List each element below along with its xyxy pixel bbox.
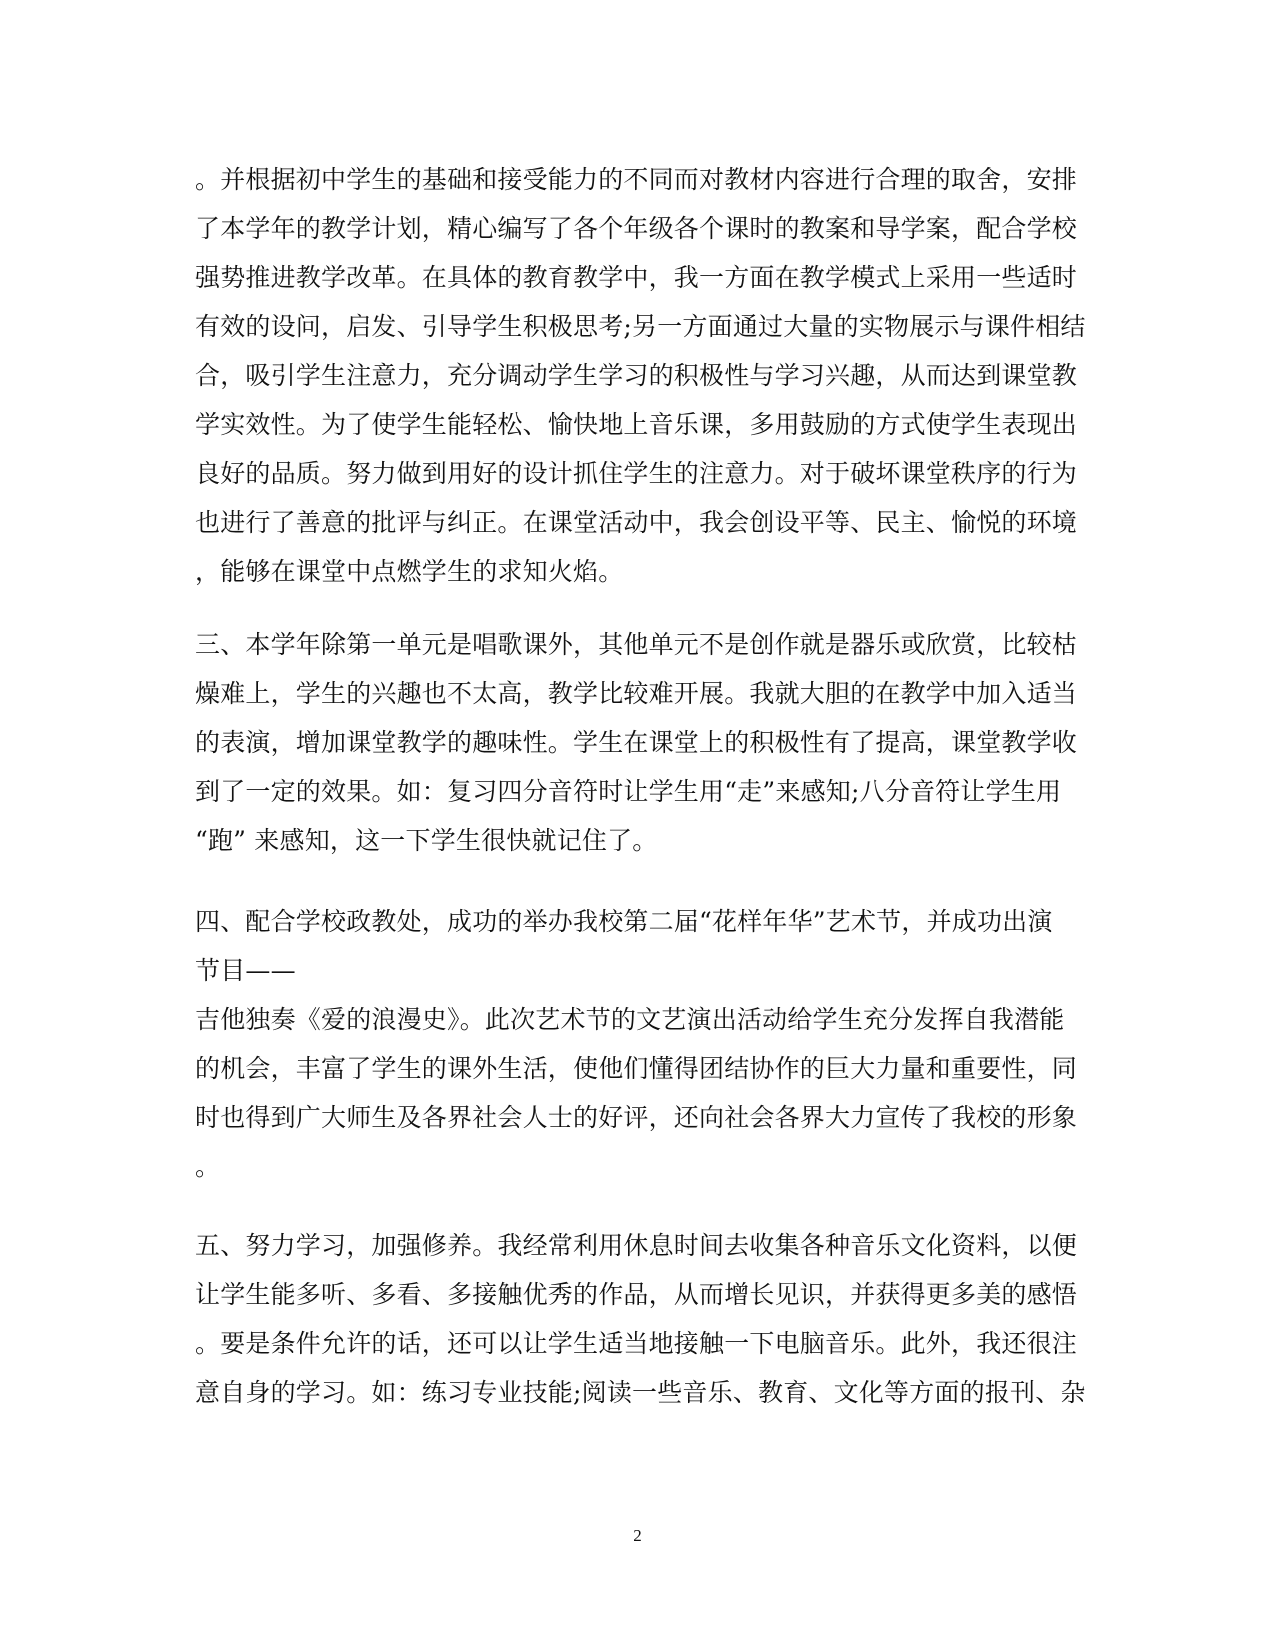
paragraph-section-three — [195, 620, 1085, 865]
text-line: 。要是条件允许的话，还可以让学生适当地接触一下电脑音乐。此外，我还很注 — [195, 1329, 1078, 1358]
paragraph-teaching-methods — [195, 155, 1085, 596]
text-line: 四、配合学校政教处，成功的举办我校第二届“花样年华”艺术节，并成功出演 — [195, 907, 1053, 936]
text-line: 三、本学年除第一单元是唱歌课外，其他单元不是创作就是器乐或欣赏，比较枯 — [195, 630, 1078, 659]
text-line: 意自身的学习。如：练习专业技能;阅读一些音乐、教育、文化等方面的报刊、杂 — [195, 1378, 1086, 1407]
text-line: 合，吸引学生注意力，充分调动学生学习的积极性与学习兴趣，从而达到课堂教 — [195, 361, 1078, 390]
text-line: 的表演，增加课堂教学的趣味性。学生在课堂上的积极性有了提高，课堂教学收 — [195, 728, 1078, 757]
text-line: 。并根据初中学生的基础和接受能力的不同而对教材内容进行合理的取舍，安排 — [195, 165, 1078, 194]
text-line: 的机会，丰富了学生的课外生活，使他们懂得团结协作的巨大力量和重要性，同 — [195, 1054, 1078, 1083]
paragraph-section-five — [195, 1221, 1085, 1417]
text-line: 。 — [195, 1152, 221, 1181]
paragraph-section-four — [195, 897, 1085, 1191]
text-line: 学实效性。为了使学生能轻松、愉快地上音乐课，多用鼓励的方式使学生表现出 — [195, 410, 1078, 439]
text-line: 有效的设问，启发、引导学生积极思考;另一方面通过大量的实物展示与课件相结 — [195, 312, 1086, 341]
text-line: 到了一定的效果。如：复习四分音符时让学生用“走”来感知;八分音符让学生用 — [195, 777, 1062, 806]
text-line: 强势推进教学改革。在具体的教育教学中，我一方面在教学模式上采用一些适时 — [195, 263, 1078, 292]
text-line: 也进行了善意的批评与纠正。在课堂活动中，我会创设平等、民主、愉悦的环境 — [195, 508, 1078, 537]
text-line: ，能够在课堂中点燃学生的求知火焰。 — [195, 557, 624, 586]
text-line: 良好的品质。努力做到用好的设计抓住学生的注意力。对于破坏课堂秩序的行为 — [195, 459, 1078, 488]
text-line: 燥难上，学生的兴趣也不太高，教学比较难开展。我就大胆的在教学中加入适当 — [195, 679, 1078, 708]
text-line: 了本学年的教学计划，精心编写了各个年级各个课时的教案和导学案，配合学校 — [195, 214, 1078, 243]
text-line: 吉他独奏《爱的浪漫史》。此次艺术节的文艺演出活动给学生充分发挥自我潜能 — [195, 1005, 1065, 1034]
text-line: “跑” 来感知，这一下学生很快就记住了。 — [195, 826, 658, 855]
text-line: 让学生能多听、多看、多接触优秀的作品，从而增长见识，并获得更多美的感悟 — [195, 1280, 1078, 1309]
page-number: 2 — [633, 1526, 642, 1545]
text-line: 时也得到广大师生及各界社会人士的好评，还向社会各界大力宣传了我校的形象 — [195, 1103, 1078, 1132]
text-line: 节目—— — [195, 956, 296, 985]
text-line: 五、努力学习，加强修养。我经常利用休息时间去收集各种音乐文化资料，以便 — [195, 1231, 1078, 1260]
